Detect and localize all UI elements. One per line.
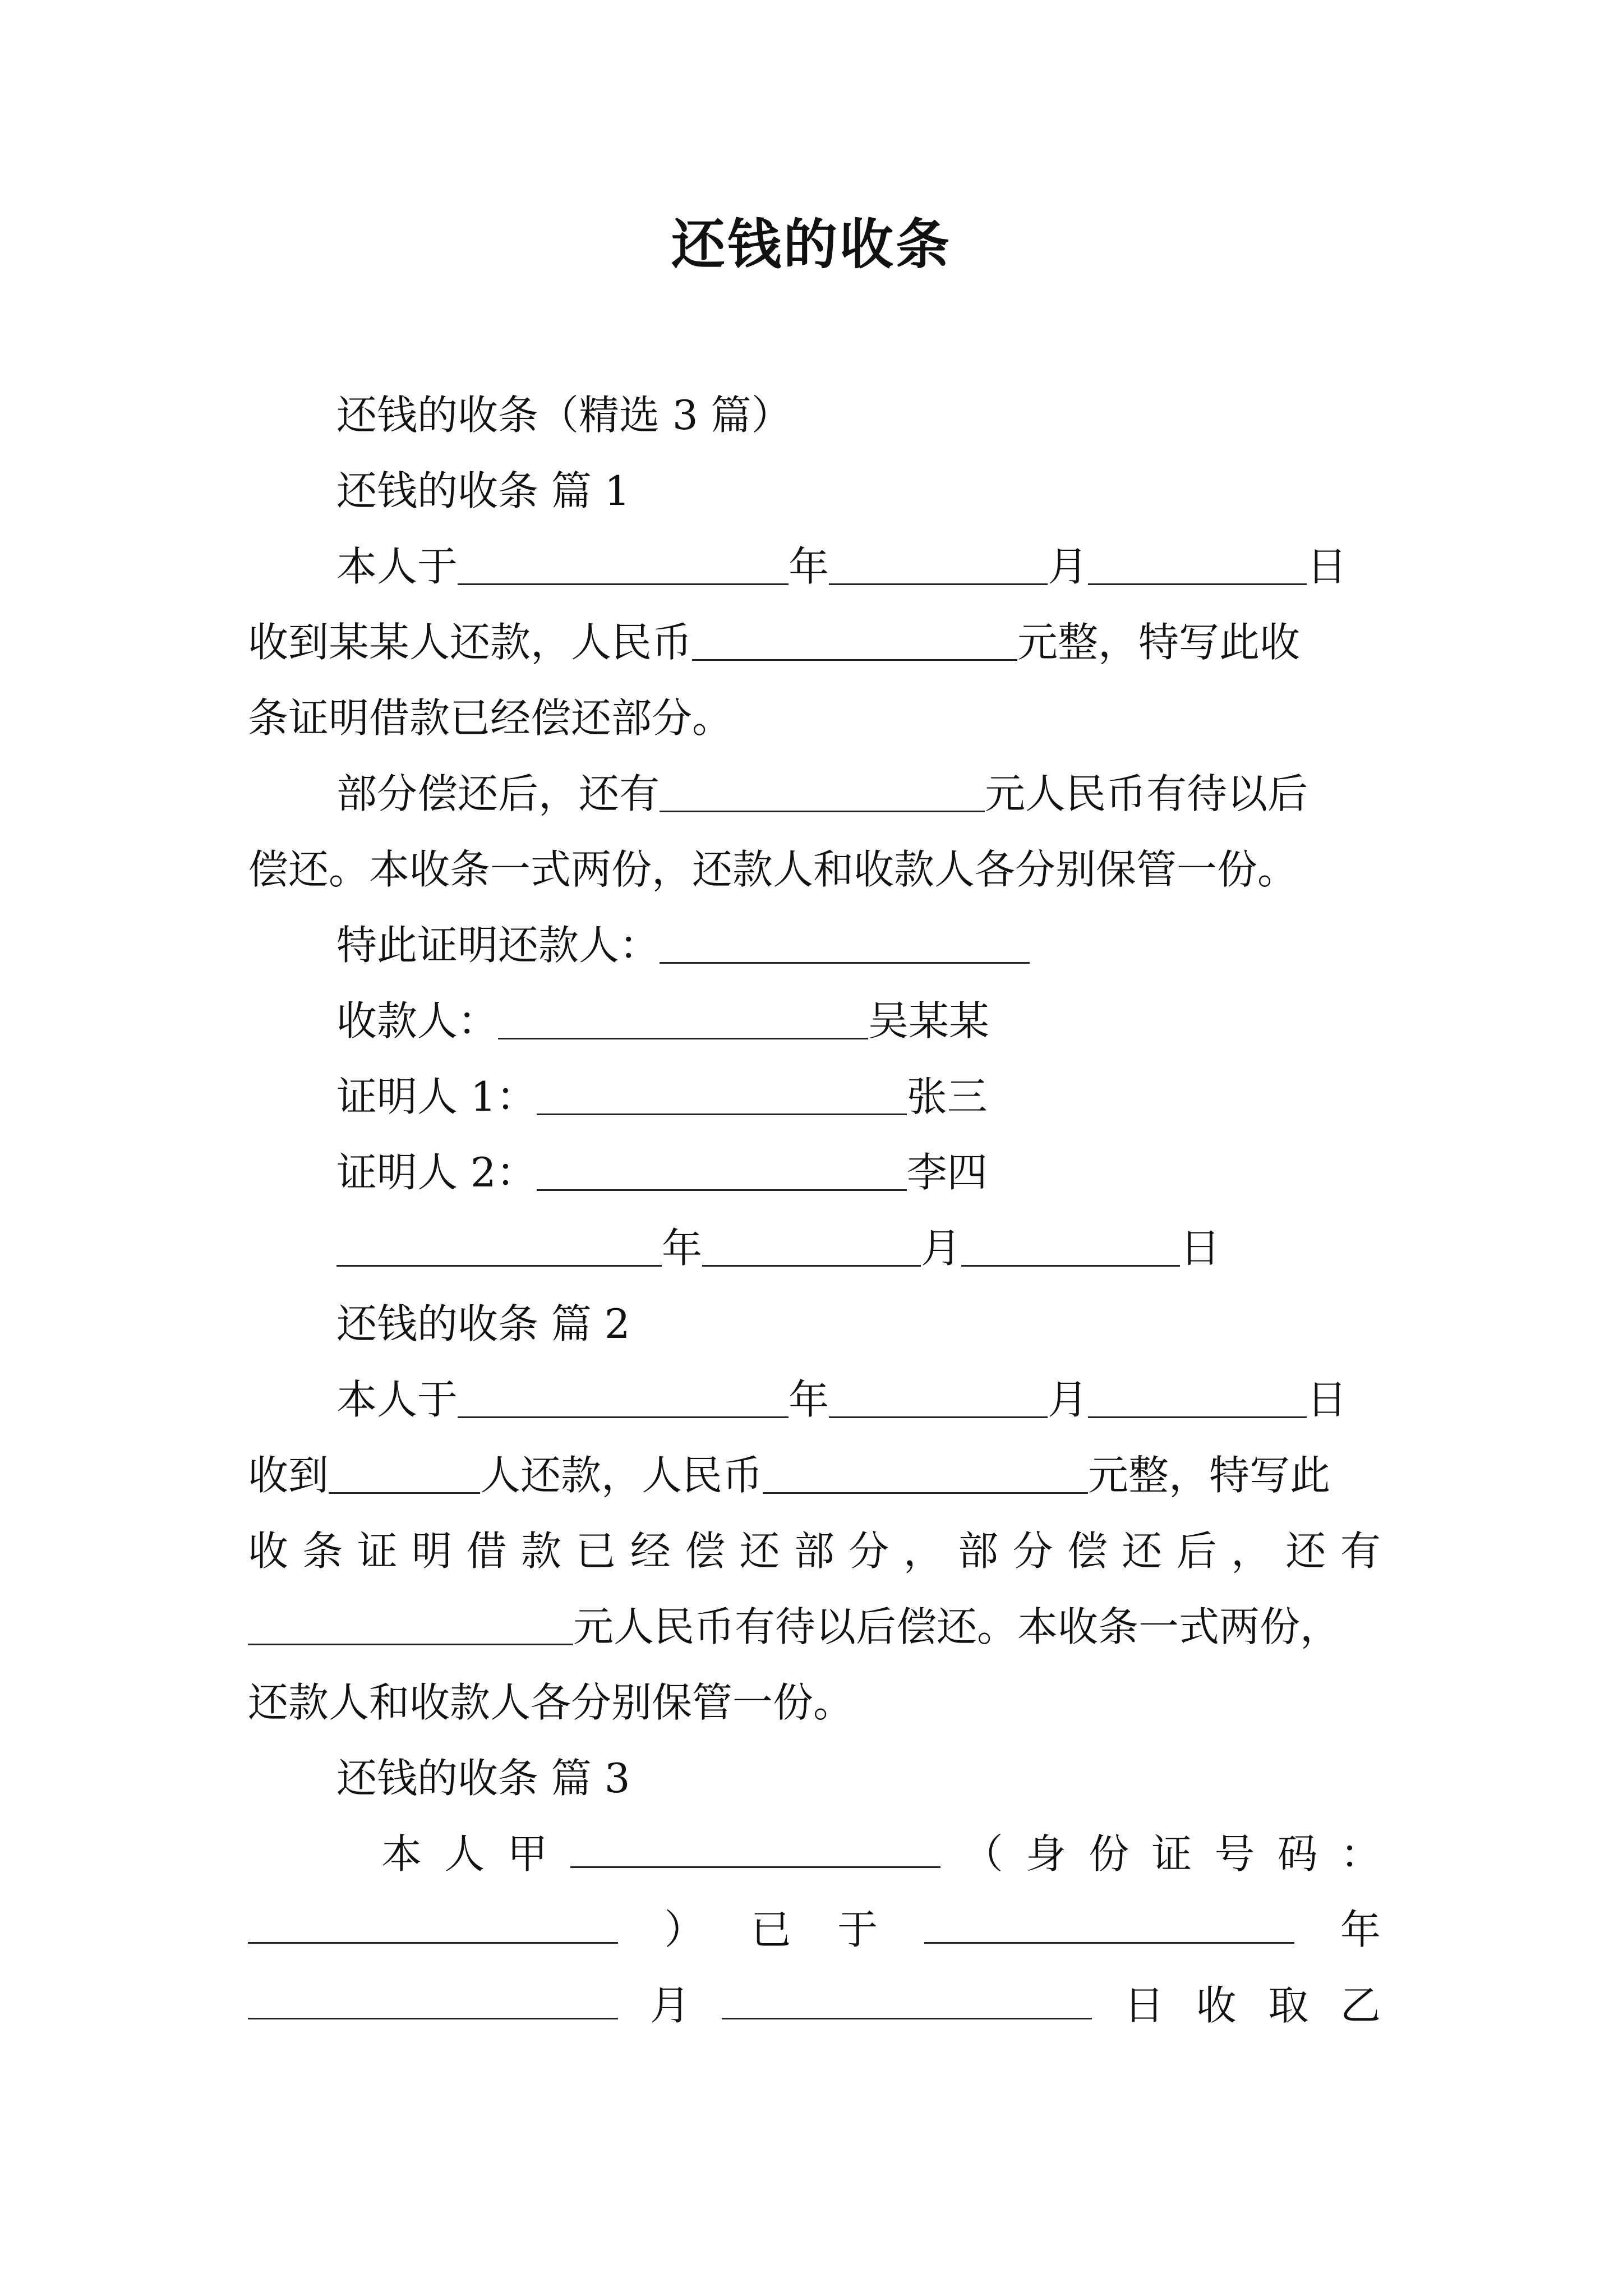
blank-field	[537, 1149, 907, 1191]
char: 部	[958, 1527, 999, 1575]
blank-field	[660, 922, 1030, 964]
p1-copies-line: 偿还。本收条一式两份，还款人和收款人各分别保管一份。	[248, 846, 1298, 893]
text: 日	[1307, 543, 1348, 590]
p3-month-line	[248, 1977, 1381, 2033]
char: 还	[1285, 1527, 1326, 1575]
section-3-heading: 还钱的收条 篇 3	[336, 1755, 630, 1802]
char: 取	[1268, 1982, 1309, 2029]
char: 证	[357, 1527, 398, 1575]
char: 甲	[507, 1830, 548, 1878]
text: 收款人：	[336, 997, 499, 1045]
p1-amount-line	[248, 614, 1300, 670]
p3-year-line	[248, 1902, 1381, 1958]
text: 吴某某	[868, 997, 990, 1045]
blank-field	[829, 543, 1048, 585]
text: 本人于	[336, 1376, 458, 1423]
blank-field	[763, 1452, 1088, 1494]
char: （	[962, 1830, 1003, 1878]
char: 借	[466, 1527, 507, 1575]
char: 有	[1340, 1527, 1381, 1575]
text: 元人民币有待以后偿还。本收条一式两份，	[573, 1603, 1341, 1650]
p2-date-line	[336, 1372, 1347, 1428]
blank-field	[248, 1603, 573, 1645]
p1-sign-date-line	[336, 1220, 1220, 1276]
char: 收	[1196, 1982, 1237, 2029]
char: 身	[1025, 1830, 1066, 1878]
blank-field	[692, 619, 1017, 661]
intro-line: 还钱的收条（精选 3 篇）	[336, 392, 792, 439]
char: 分	[849, 1527, 889, 1575]
section-1-heading: 还钱的收条 篇 1	[336, 467, 630, 514]
blank-field	[829, 1376, 1048, 1418]
p3-id-line	[381, 1826, 1381, 1882]
p1-witness-2-line	[336, 1144, 988, 1200]
text: 年	[789, 1376, 829, 1423]
char: 年	[1340, 1906, 1381, 1953]
char: ：	[1340, 1830, 1381, 1878]
text: 日	[1180, 1225, 1221, 1272]
char: 月	[649, 1982, 690, 2029]
char: 明	[412, 1527, 453, 1575]
p1-remaining-line	[336, 766, 1308, 822]
text: 部分偿还后，还有	[336, 770, 660, 817]
text: 年	[789, 543, 829, 590]
text: 元人民币有待以后	[985, 770, 1308, 817]
char: 经	[630, 1527, 671, 1575]
p1-receiver-line	[336, 993, 989, 1049]
document-title: 还钱的收条	[671, 213, 952, 276]
char: 收	[248, 1527, 289, 1575]
text: 证明人 2：	[336, 1149, 537, 1196]
char: 已	[750, 1906, 791, 1953]
p1-witness-1-line	[336, 1069, 988, 1125]
char: ）	[664, 1906, 705, 1953]
char: 偿	[1067, 1527, 1108, 1575]
text: 特此证明还款人：	[336, 922, 660, 969]
blank-field	[336, 1225, 662, 1267]
blank-field	[248, 1902, 618, 1944]
char: 号	[1214, 1830, 1255, 1878]
text: 元整，特写此收	[1017, 619, 1301, 666]
char: 分	[1012, 1527, 1053, 1575]
text: 李四	[906, 1149, 988, 1196]
text: 元整，特写此	[1088, 1452, 1331, 1499]
char: 还	[1122, 1527, 1163, 1575]
text: 证明人 1：	[336, 1073, 537, 1120]
char: 人	[444, 1830, 485, 1878]
char: 证	[1151, 1830, 1192, 1878]
blank-field	[458, 543, 789, 585]
text: 张三	[906, 1073, 988, 1120]
p1-payer-line	[336, 917, 1030, 973]
text: 人还款，人民币	[480, 1452, 763, 1499]
char: 条	[302, 1527, 343, 1575]
text: 收到	[248, 1452, 329, 1499]
blank-field	[329, 1452, 480, 1494]
p2-remaining-line	[248, 1599, 1340, 1655]
char: 于	[837, 1906, 878, 1953]
blank-field	[924, 1902, 1294, 1944]
text: 月	[1048, 543, 1089, 590]
blank-field	[722, 1977, 1092, 2019]
char: 还	[739, 1527, 780, 1575]
char: 本	[381, 1830, 422, 1878]
blank-field	[248, 1977, 618, 2019]
char: 后	[1176, 1527, 1217, 1575]
char: 部	[794, 1527, 834, 1575]
p2-amount-line	[248, 1447, 1330, 1503]
blank-field	[498, 997, 868, 1039]
blank-field	[1088, 1376, 1307, 1418]
text: 收到某某人还款，人民币	[248, 619, 693, 666]
text: 本人于	[336, 543, 458, 590]
p1-date-line	[336, 539, 1347, 595]
char: ，	[1231, 1527, 1272, 1575]
blank-field	[570, 1826, 940, 1868]
char: 已	[575, 1527, 616, 1575]
text: 月	[921, 1225, 962, 1272]
blank-field	[961, 1225, 1180, 1267]
blank-field	[702, 1225, 921, 1267]
p1-proof-line: 条证明借款已经偿还部分。	[248, 694, 733, 742]
text: 日	[1307, 1376, 1348, 1423]
char: 乙	[1340, 1982, 1381, 2029]
p2-copies-line: 还款人和收款人各分别保管一份。	[248, 1679, 854, 1726]
text: 月	[1048, 1376, 1089, 1423]
blank-field	[1088, 543, 1307, 585]
char: 偿	[685, 1527, 726, 1575]
blank-field	[458, 1376, 789, 1418]
char: 码	[1277, 1830, 1318, 1878]
char: ，	[903, 1527, 944, 1575]
char: 日	[1123, 1982, 1164, 2029]
blank-field	[537, 1073, 907, 1115]
p2-proof-line	[248, 1523, 1381, 1579]
char: 份	[1089, 1830, 1129, 1878]
text: 年	[662, 1225, 703, 1272]
char: 款	[520, 1527, 561, 1575]
section-2-heading: 还钱的收条 篇 2	[336, 1300, 630, 1347]
blank-field	[660, 770, 985, 812]
